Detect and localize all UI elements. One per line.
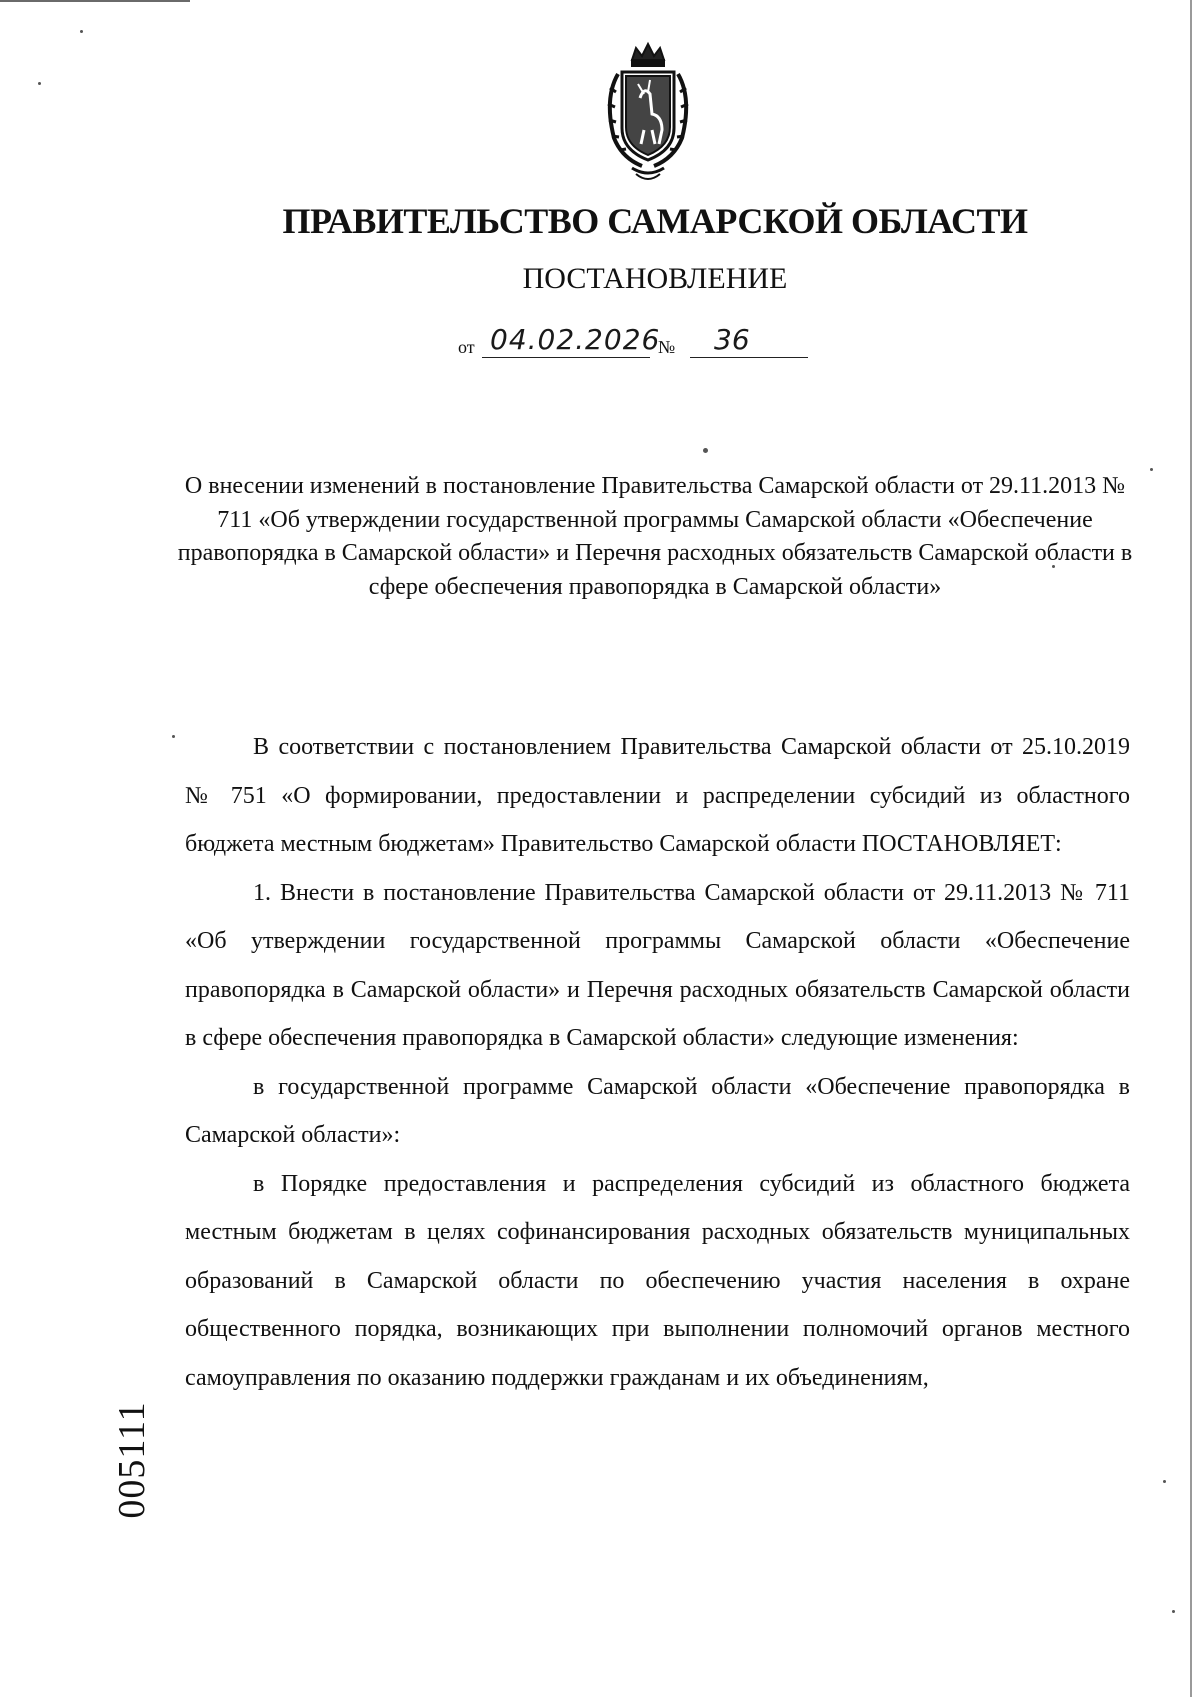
body-paragraph: в Порядке предоставления и распределения субсидий из областного бюджета местным бюджетам в целях софинансирования расходных обязательств муниципальных образований в Самарской области по обеспечению участия населения в охране общественного порядка, возникающих при выполнении полномочий органов местного самоуправления по оказанию поддержки гражданам и их объединениям,	[185, 1170, 1130, 1391]
government-title: ПРАВИТЕЛЬСТВО САМАРСКОЙ ОБЛАСТИ	[282, 201, 1028, 241]
body-paragraph: в государственной программе Самарской области «Обеспечение правопорядка в Самарской области»:	[185, 1073, 1130, 1148]
samara-coat-of-arms-icon	[592, 38, 704, 188]
scan-speck	[1150, 468, 1153, 471]
number-underline	[690, 357, 808, 358]
decree-subject: О внесении изменений в постановление Правительства Самарской области от 29.11.2013 № 711 «Об утверждении государственной программы Самарской области «Обеспечение правопорядка в Самарской области» и Перечня расходных обязательств Самарской области в сфере обеспечения правопорядка в Самарской области»	[177, 473, 1133, 600]
scan-speck	[1163, 1480, 1166, 1483]
date-underline	[482, 357, 650, 358]
decree-body	[185, 723, 1130, 1402]
handwritten-date: 04.02.2026	[490, 323, 661, 356]
body-paragraph: 1. Внести в постановление Правительства Самарской области от 29.11.2013 № 711 «Об утверждении государственной программы Самарской области «Обеспечение правопорядка в Самарской области» и Перечня расходных обязательств Самарской области в сфере обеспечения правопорядка в Самарской области» следующие изменения:	[185, 879, 1130, 1051]
number-label: №	[658, 337, 676, 357]
date-number-line	[458, 322, 858, 364]
scan-speck	[1172, 1610, 1175, 1613]
date-label: от	[458, 337, 475, 357]
scan-speck	[172, 735, 175, 738]
document-type: ПОСТАНОВЛЕНИЕ	[522, 262, 788, 295]
handwritten-number: 36	[714, 323, 750, 356]
scan-speck	[80, 30, 83, 33]
scan-edge-top	[0, 0, 190, 2]
scan-speck	[703, 448, 708, 453]
margin-serial-number: 005111	[111, 1401, 153, 1519]
body-paragraph: В соответствии с постановлением Правительства Самарской области от 25.10.2019 № 751 «О формировании, предоставлении и распределении субсидий из областного бюджета местным бюджетам» Правительство Самарской области ПОСТАНОВЛЯЕТ:	[185, 734, 1130, 857]
scan-edge-right	[1190, 0, 1192, 1697]
scan-speck	[38, 82, 41, 85]
